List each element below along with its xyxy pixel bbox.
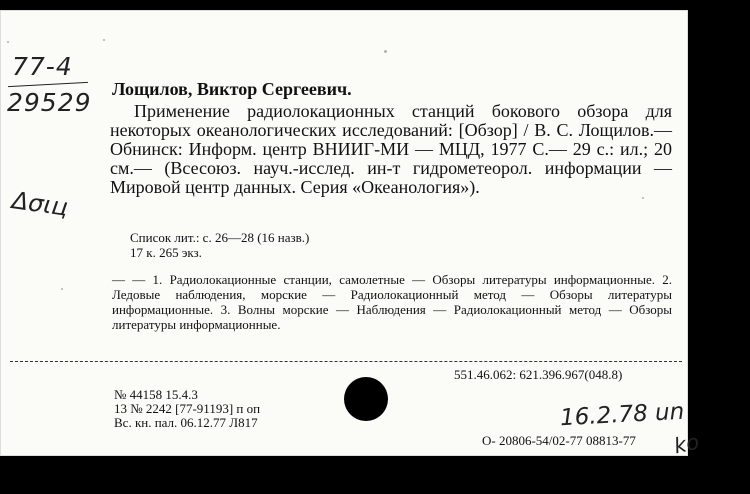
author-heading: Лощилов, Виктор Сергеевич.	[112, 79, 352, 99]
speck	[103, 39, 105, 41]
registry-number: 13 № 2242 [77-91193] п оп	[114, 401, 261, 416]
udc-classification: 551.46.062: 621.396.967(048.8)	[454, 367, 623, 382]
handwritten-call-number-divider	[8, 82, 88, 87]
speck	[7, 41, 9, 43]
dashed-divider	[10, 361, 682, 362]
subject-headings: — — 1. Радиолокационные станции, самолетные — Обзоры литературы информационные. 2. Ледовые наблюдения, морские — Радиолокационный метод — Обзоры литературы информационные. 3. Волны морские — Наблюдения — Радиолокационный метод — Обзоры литературы информационные.	[112, 272, 672, 332]
handwritten-initials: ko	[671, 429, 702, 459]
handwritten-date-note: 16.2.78 un	[559, 398, 685, 432]
order-number: О- 20806-54/02-77 08813-77	[482, 433, 636, 448]
bibliographic-notes	[130, 230, 309, 260]
card-footer	[114, 388, 260, 430]
speck	[61, 288, 63, 290]
copies-note: 17 к. 265 экз.	[130, 245, 202, 260]
speck	[384, 50, 387, 53]
catalog-card	[0, 10, 702, 459]
signing-date: Вс. кн. пал. 06.12.77 Л817	[114, 415, 258, 430]
handwritten-call-number-top: 77-4	[12, 52, 73, 81]
card-punch-hole	[344, 377, 388, 421]
speck	[642, 197, 644, 199]
handwritten-call-number-bottom: 29529	[7, 88, 92, 117]
bibliography-note: Список лит.: с. 26—28 (16 назв.)	[130, 230, 310, 245]
title-description: Применение радиолокационных станций бокового обзора для некоторых океанологических исследований: [Обзор] / В. С. Лощилов.— Обнинск: Информ. центр ВНИИГ-МИ — МЦД, 1977 С.— 29 с.: ил.; 20 см.— (Всесоюз. науч.-исслед. ин-т гидрометеорол. информации — Мировой центр данных. Серия «Океанология»).	[110, 101, 672, 197]
card-number: № 44158 15.4.3	[114, 387, 198, 402]
handwritten-margin-note: Δσιц	[10, 186, 70, 222]
